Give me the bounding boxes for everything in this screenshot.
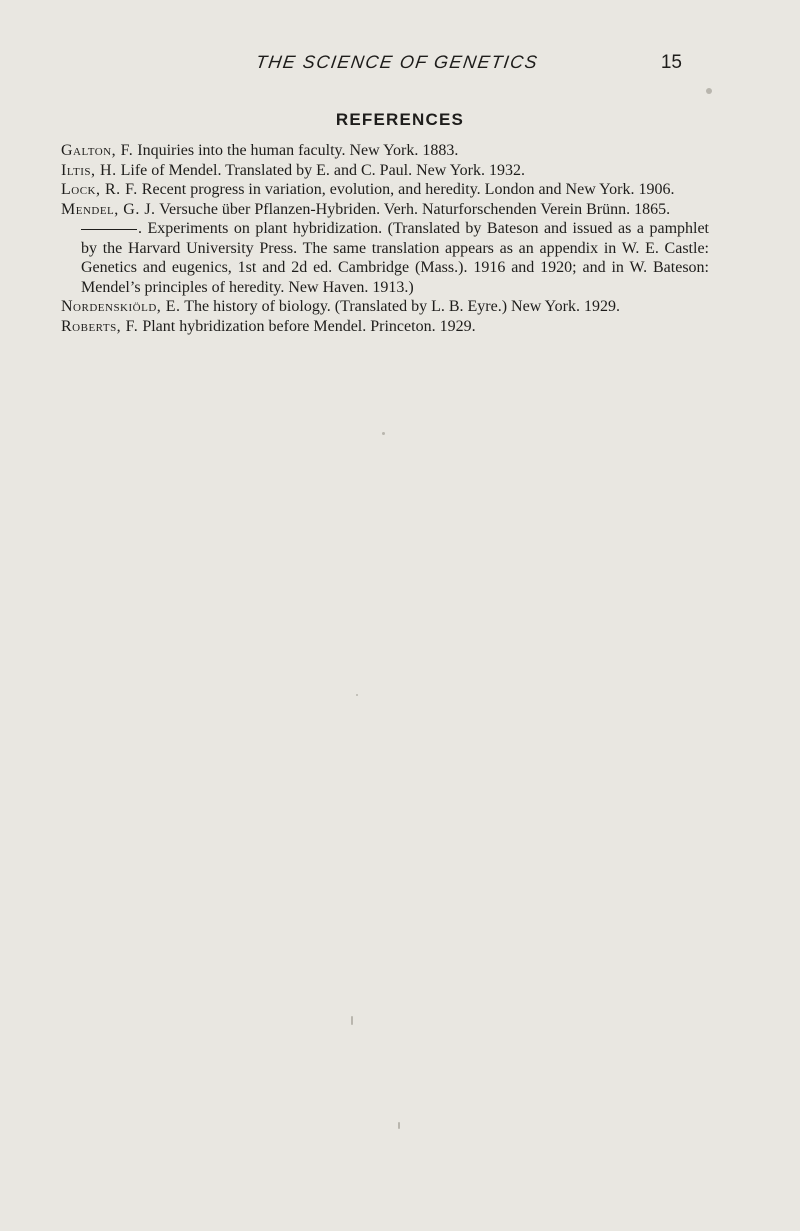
reference-entry <box>61 180 709 200</box>
ditto-dash <box>81 229 137 230</box>
reference-entry <box>61 317 709 337</box>
reference-author: Iltis, H. <box>61 161 117 179</box>
reference-text: . Experiments on plant hybridization. (Translated by Bateson and issued as a pamphlet by the Harvard University Press. The same translation appears as an appendix in W. E. Castle: Genetics and eugenics, 1st and 2d ed. Cambridge (Mass.). 1916 and 1920; and in W. Bateson: Mendel’s principles of heredity. New Haven. 1913.) <box>81 220 709 296</box>
paper-speck <box>398 1122 400 1129</box>
running-title: THE SCIENCE OF GENETICS <box>254 52 540 72</box>
reference-author: Nordenskiöld, E. <box>61 298 181 315</box>
paper-speck <box>356 694 358 696</box>
running-head <box>112 52 682 76</box>
reference-entry <box>61 297 709 317</box>
paper-speck <box>706 88 712 94</box>
reference-entry <box>61 200 709 220</box>
reference-text: Inquiries into the human faculty. New York. 1883. <box>133 142 459 159</box>
reference-text: Life of Mendel. Translated by E. and C. Paul. New York. 1932. <box>116 161 526 179</box>
reference-text: Versuche über Pflanzen-Hybriden. Verh. Naturforschenden Verein Brünn. 1865. <box>155 200 671 218</box>
reference-list <box>61 141 709 336</box>
paper-speck <box>351 1016 353 1025</box>
reference-text: Recent progress in variation, evolution, and heredity. London and New York. 1906. <box>137 181 675 198</box>
reference-author: Mendel, G. J. <box>61 200 156 218</box>
page-number: 15 <box>660 52 682 73</box>
reference-author: Lock, R. F. <box>61 181 138 198</box>
reference-text: Plant hybridization before Mendel. Princeton. 1929. <box>138 317 476 335</box>
references-heading: REFERENCES <box>335 110 465 129</box>
reference-entry <box>61 219 709 297</box>
reference-entry <box>61 161 709 181</box>
reference-entry <box>61 141 709 161</box>
reference-text: The history of biology. (Translated by L. B. Eyre.) New York. 1929. <box>180 298 620 315</box>
reference-author: Galton, F. <box>61 142 134 159</box>
reference-author: Roberts, F. <box>61 317 139 335</box>
paper-speck <box>382 432 385 435</box>
